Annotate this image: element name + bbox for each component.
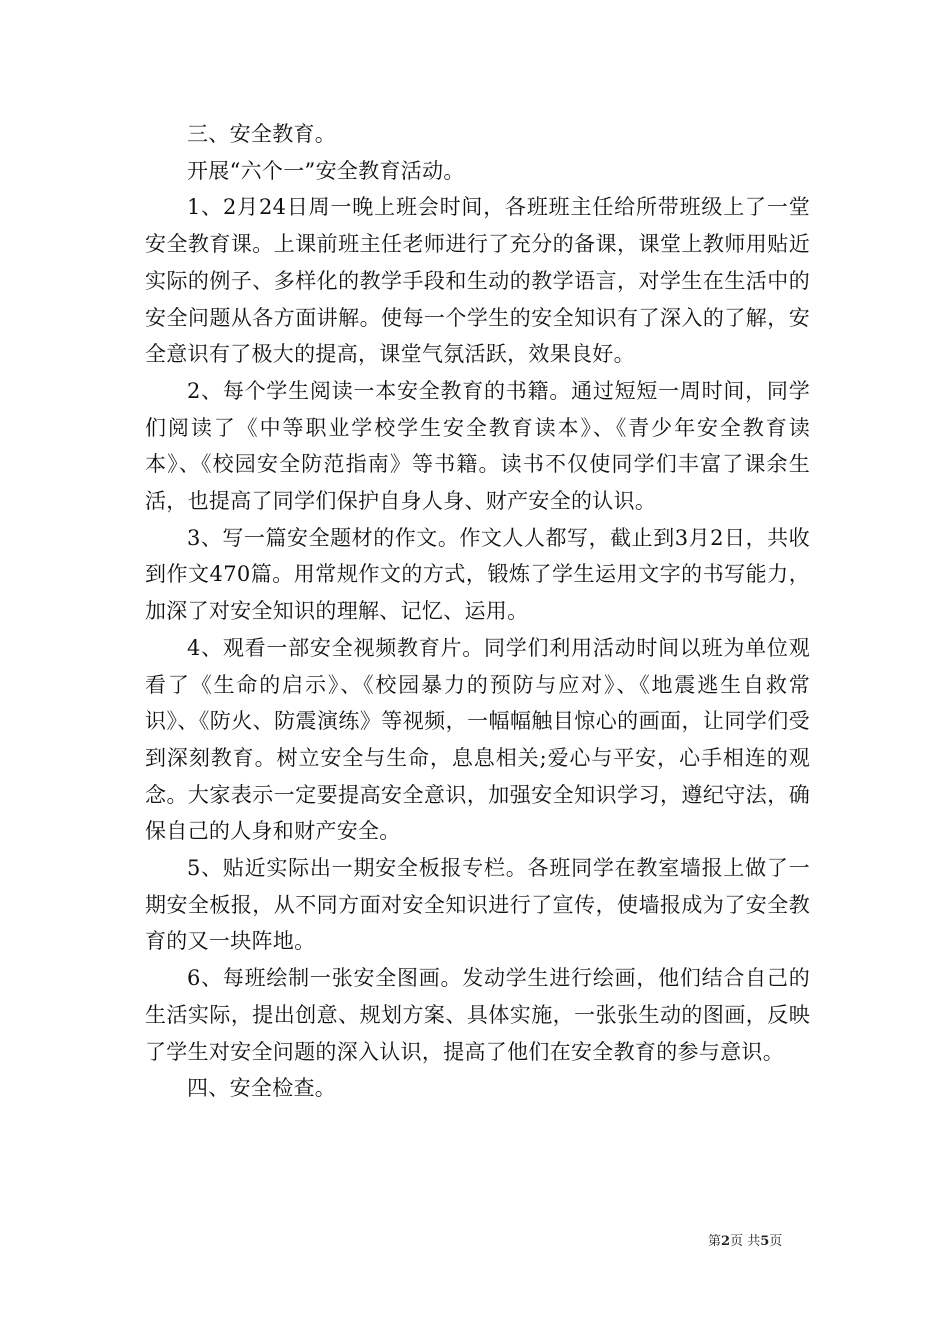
paragraph-item-1: 1、2月24日周一晚上班会时间，各班班主任给所带班级上了一堂安全教育课。上课前班主任老师进行了充分的备课，课堂上教师用贴近实际的例子、多样化的教学手段和生动的教学语言，对学生在生活中的安全问题从各方面讲解。使每一个学生的安全知识有了深入的了解，安全意识有了极大的提高，课堂气氛活跃，效果良好。 xyxy=(145,195,810,367)
current-page-number: 2 xyxy=(721,1234,731,1249)
paragraph-item-6: 6、每班绘制一张安全图画。发动学生进行绘画，他们结合自己的生活实际，提出创意、规划方案、具体实施，一张张生动的图画，反映了学生对安全问题的深入认识，提高了他们在安全教育的参与意识。 xyxy=(145,966,810,1064)
footer-suffix: 页 xyxy=(769,1234,783,1249)
paragraph-item-5: 5、贴近实际出一期安全板报专栏。各班同学在教室墙报上做了一期安全板报，从不同方面对安全知识进行了宣传，使墙报成为了安全教育的又一块阵地。 xyxy=(145,856,810,954)
paragraph-item-2: 2、每个学生阅读一本安全教育的书籍。通过短短一周时间，同学们阅读了《中等职业学校学生安全教育读本》、《青少年安全教育读本》、《校园安全防范指南》等书籍。读书不仅使同学们丰富了课余生活，也提高了同学们保护自身人身、财产安全的认识。 xyxy=(145,378,810,514)
footer-middle: 页 共 xyxy=(730,1234,761,1249)
paragraph-item-4: 4、观看一部安全视频教育片。同学们利用活动时间以班为单位观看了《生命的启示》、《校园暴力的预防与应对》、《地震逃生自救常识》、《防火、防震演练》等视频，一幅幅触目惊心的画面，让同学们受到深刻教育。树立安全与生命，息息相关;爱心与平安，心手相连的观念。大家表示一定要提高安全意识，加强安全知识学习，遵纪守法，确保自己的人身和财产安全。 xyxy=(145,635,810,844)
section-heading-safety-education: 三、安全教育。 xyxy=(187,122,337,146)
document-body xyxy=(145,116,810,1107)
footer-prefix: 第 xyxy=(708,1234,722,1249)
paragraph-item-3: 3、写一篇安全题材的作文。作文人人都写，截止到3月2日，共收到作文470篇。用常规作文的方式，锻炼了学生运用文字的书写能力，加深了对安全知识的理解、记忆、运用。 xyxy=(145,525,810,624)
section-heading-safety-inspection: 四、安全检查。 xyxy=(187,1076,337,1101)
paragraph-activity-intro: 开展“六个一”安全教育活动。 xyxy=(187,158,465,183)
page-number-footer xyxy=(708,1234,782,1250)
total-pages-number: 5 xyxy=(760,1234,770,1249)
